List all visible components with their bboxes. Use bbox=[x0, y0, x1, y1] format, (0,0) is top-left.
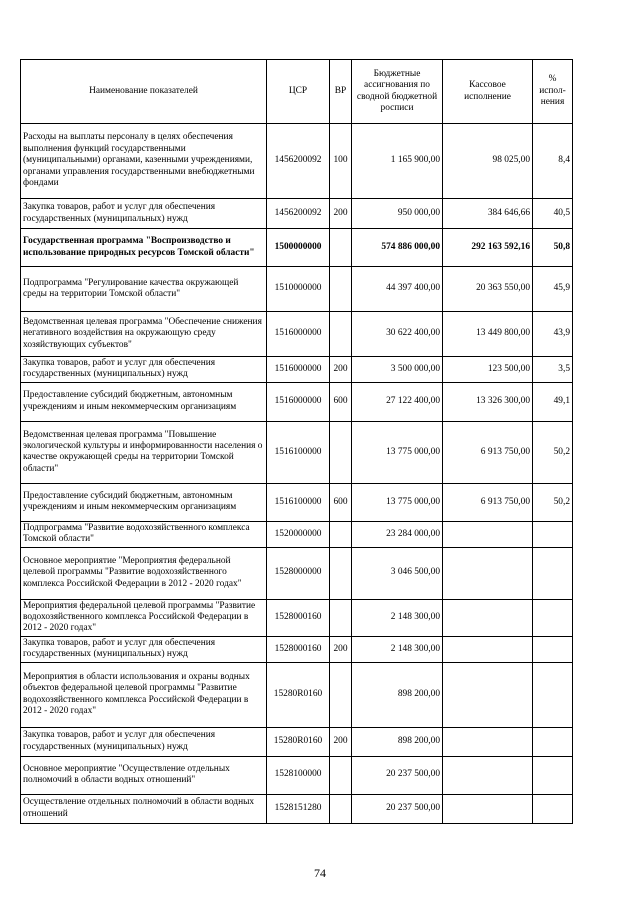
table-row bbox=[21, 662, 573, 727]
cell-vr bbox=[330, 547, 352, 599]
cell-cash: 123 500,00 bbox=[443, 357, 533, 383]
cell-name: Ведомственная целевая программа "Повышение экологической культуры и информированности населения о качестве окружающей среды на территории Томской области" bbox=[21, 421, 267, 483]
cell-cash: 384 646,66 bbox=[443, 199, 533, 229]
cell-name: Закупка товаров, работ и услуг для обеспечения государственных (муниципальных) нужд bbox=[21, 199, 267, 229]
header-vr: ВР bbox=[330, 60, 352, 124]
cell-vr bbox=[330, 662, 352, 727]
cell-name: Подпрограмма "Развитие водохозяйственного комплекса Томской области" bbox=[21, 521, 267, 547]
cell-budget: 30 622 400,00 bbox=[352, 312, 443, 357]
cell-name: Закупка товаров, работ и услуг для обеспечения государственных (муниципальных) нужд bbox=[21, 357, 267, 383]
cell-vr: 200 bbox=[330, 727, 352, 756]
cell-cash: 13 449 800,00 bbox=[443, 312, 533, 357]
cell-name: Закупка товаров, работ и услуг для обеспечения государственных (муниципальных) нужд bbox=[21, 727, 267, 756]
cell-csr: 1516100000 bbox=[267, 421, 330, 483]
cell-name: Ведомственная целевая программа "Обеспечение снижения негативного воздействия на окружающую среду хозяйствующих субъектов" bbox=[21, 312, 267, 357]
table-row bbox=[21, 199, 573, 229]
cell-name: Подпрограмма "Регулирование качества окружающей среды на территории Томской области" bbox=[21, 267, 267, 312]
cell-cash bbox=[443, 547, 533, 599]
cell-csr: 15280R0160 bbox=[267, 727, 330, 756]
cell-budget: 898 200,00 bbox=[352, 727, 443, 756]
cell-csr: 1516000000 bbox=[267, 382, 330, 421]
cell-cash bbox=[443, 756, 533, 794]
cell-budget: 20 237 500,00 bbox=[352, 756, 443, 794]
cell-budget: 13 775 000,00 bbox=[352, 483, 443, 521]
cell-vr: 200 bbox=[330, 636, 352, 662]
cell-name: Мероприятия в области использования и охраны водных объектов федеральной целевой программы "Развитие водохозяйственного комплекса Российской Федерации в 2012 - 2020 годах" bbox=[21, 662, 267, 727]
cell-vr: 100 bbox=[330, 124, 352, 199]
cell-vr bbox=[330, 229, 352, 267]
cell-cash bbox=[443, 662, 533, 727]
cell-name: Основное мероприятие "Осуществление отдельных полномочий в области водных отношений" bbox=[21, 756, 267, 794]
budget-execution-table bbox=[20, 59, 573, 824]
cell-budget: 23 284 000,00 bbox=[352, 521, 443, 547]
cell-budget: 898 200,00 bbox=[352, 662, 443, 727]
cell-budget: 20 237 500,00 bbox=[352, 794, 443, 823]
cell-cash: 6 913 750,00 bbox=[443, 483, 533, 521]
table-row bbox=[21, 521, 573, 547]
cell-cash: 13 326 300,00 bbox=[443, 382, 533, 421]
cell-name: Осуществление отдельных полномочий в области водных отношений bbox=[21, 794, 267, 823]
header-name: Наименование показателей bbox=[21, 60, 267, 124]
cell-csr: 1516000000 bbox=[267, 357, 330, 383]
cell-cash bbox=[443, 599, 533, 636]
cell-csr: 1528000000 bbox=[267, 547, 330, 599]
cell-budget: 1 165 900,00 bbox=[352, 124, 443, 199]
cell-percent: 3,5 bbox=[533, 357, 573, 383]
cell-vr: 600 bbox=[330, 483, 352, 521]
cell-budget: 574 886 000,00 bbox=[352, 229, 443, 267]
table-row bbox=[21, 124, 573, 199]
cell-csr: 1510000000 bbox=[267, 267, 330, 312]
table-row bbox=[21, 727, 573, 756]
table-row bbox=[21, 312, 573, 357]
cell-percent bbox=[533, 599, 573, 636]
cell-budget: 2 148 300,00 bbox=[352, 636, 443, 662]
cell-budget: 13 775 000,00 bbox=[352, 421, 443, 483]
cell-cash bbox=[443, 521, 533, 547]
cell-percent: 50,2 bbox=[533, 483, 573, 521]
cell-csr: 1528100000 bbox=[267, 756, 330, 794]
cell-percent bbox=[533, 794, 573, 823]
table-row bbox=[21, 756, 573, 794]
table-row bbox=[21, 267, 573, 312]
cell-budget: 2 148 300,00 bbox=[352, 599, 443, 636]
table-body bbox=[21, 124, 573, 824]
cell-budget: 27 122 400,00 bbox=[352, 382, 443, 421]
cell-percent: 50,8 bbox=[533, 229, 573, 267]
cell-percent bbox=[533, 636, 573, 662]
cell-budget: 3 046 500,00 bbox=[352, 547, 443, 599]
cell-percent bbox=[533, 547, 573, 599]
cell-percent bbox=[533, 662, 573, 727]
cell-vr: 600 bbox=[330, 382, 352, 421]
table-row bbox=[21, 382, 573, 421]
table-header-row bbox=[21, 60, 573, 124]
table-row bbox=[21, 483, 573, 521]
cell-budget: 950 000,00 bbox=[352, 199, 443, 229]
cell-vr bbox=[330, 599, 352, 636]
cell-csr: 1500000000 bbox=[267, 229, 330, 267]
cell-csr: 1516100000 bbox=[267, 483, 330, 521]
cell-csr: 1456200092 bbox=[267, 199, 330, 229]
cell-percent bbox=[533, 756, 573, 794]
cell-percent: 43,9 bbox=[533, 312, 573, 357]
cell-percent: 50,2 bbox=[533, 421, 573, 483]
cell-vr: 200 bbox=[330, 199, 352, 229]
cell-budget: 44 397 400,00 bbox=[352, 267, 443, 312]
table-row bbox=[21, 794, 573, 823]
cell-name: Предоставление субсидий бюджетным, автономным учреждениям и иным некоммерческим организациям bbox=[21, 483, 267, 521]
cell-cash: 6 913 750,00 bbox=[443, 421, 533, 483]
table-row bbox=[21, 599, 573, 636]
cell-csr: 15280R0160 bbox=[267, 662, 330, 727]
cell-percent: 8,4 bbox=[533, 124, 573, 199]
cell-vr bbox=[330, 421, 352, 483]
cell-vr bbox=[330, 794, 352, 823]
cell-vr: 200 bbox=[330, 357, 352, 383]
cell-budget: 3 500 000,00 bbox=[352, 357, 443, 383]
cell-cash bbox=[443, 636, 533, 662]
cell-name: Расходы на выплаты персоналу в целях обеспечения выполнения функций государственными (муниципальными) органами, казенными учреждениями, органами управления государственными внебюджетными фондами bbox=[21, 124, 267, 199]
cell-name: Закупка товаров, работ и услуг для обеспечения государственных (муниципальных) нужд bbox=[21, 636, 267, 662]
cell-percent: 40,5 bbox=[533, 199, 573, 229]
cell-cash bbox=[443, 727, 533, 756]
cell-name: Государственная программа "Воспроизводство и использование природных ресурсов Томской области" bbox=[21, 229, 267, 267]
cell-csr: 1528000160 bbox=[267, 636, 330, 662]
cell-percent: 45,9 bbox=[533, 267, 573, 312]
header-budget: Бюджетные ассигнования по сводной бюджетной росписи bbox=[352, 60, 443, 124]
header-cash: Кассовое исполнение bbox=[443, 60, 533, 124]
table-row bbox=[21, 357, 573, 383]
table-row bbox=[21, 421, 573, 483]
cell-vr bbox=[330, 312, 352, 357]
cell-vr bbox=[330, 756, 352, 794]
cell-csr: 1528000160 bbox=[267, 599, 330, 636]
cell-name: Мероприятия федеральной целевой программы "Развитие водохозяйственного комплекса Российской Федерации в 2012 - 2020 годах" bbox=[21, 599, 267, 636]
cell-percent bbox=[533, 727, 573, 756]
cell-csr: 1456200092 bbox=[267, 124, 330, 199]
table-row bbox=[21, 636, 573, 662]
cell-percent bbox=[533, 521, 573, 547]
cell-cash: 20 363 550,00 bbox=[443, 267, 533, 312]
table-row bbox=[21, 547, 573, 599]
cell-name: Предоставление субсидий бюджетным, автономным учреждениям и иным некоммерческим организациям bbox=[21, 382, 267, 421]
cell-name: Основное мероприятие "Мероприятия федеральной целевой программы "Развитие водохозяйственного комплекса Российской Федерации в 2012 - 2020 годах" bbox=[21, 547, 267, 599]
cell-vr bbox=[330, 267, 352, 312]
cell-cash: 98 025,00 bbox=[443, 124, 533, 199]
cell-csr: 1520000000 bbox=[267, 521, 330, 547]
cell-vr bbox=[330, 521, 352, 547]
cell-csr: 1516000000 bbox=[267, 312, 330, 357]
cell-cash: 292 163 592,16 bbox=[443, 229, 533, 267]
cell-percent: 49,1 bbox=[533, 382, 573, 421]
cell-cash bbox=[443, 794, 533, 823]
page-number: 74 bbox=[314, 866, 326, 880]
table-row bbox=[21, 229, 573, 267]
cell-csr: 1528151280 bbox=[267, 794, 330, 823]
header-csr: ЦСР bbox=[267, 60, 330, 124]
header-percent: % испол-нения bbox=[533, 60, 573, 124]
